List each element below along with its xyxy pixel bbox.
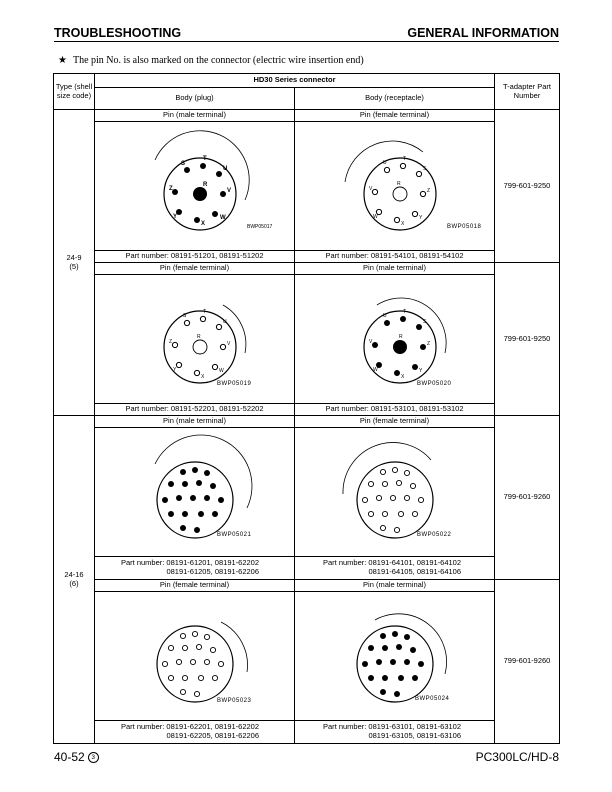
- connector-diagram: [95, 428, 295, 557]
- svg-text:BWP05021: BWP05021: [217, 532, 252, 538]
- series-header: HD30 Series connector: [95, 74, 495, 88]
- tadapter-header: T-adapter Part Number: [495, 74, 560, 110]
- svg-text:S: S: [423, 166, 427, 172]
- svg-text:U: U: [383, 160, 387, 166]
- rec-part-number: Part number: 08191-64101, 08191-64102 08191-64105, 08191-64106: [295, 557, 495, 580]
- connector-16pin-plug-male: [95, 428, 295, 556]
- plug-terminal-label: Pin (female terminal): [95, 263, 295, 275]
- svg-text:Z: Z: [427, 188, 431, 194]
- svg-text:BWP05019: BWP05019: [217, 381, 252, 387]
- rec-part-number: Part number: 08191-53101, 08191-53102: [295, 404, 495, 416]
- svg-text:V: V: [369, 339, 373, 345]
- svg-text:Y: Y: [419, 368, 423, 374]
- connector-9pin-plug-female: [95, 275, 295, 403]
- connector-diagram: [295, 122, 495, 251]
- svg-text:Z: Z: [169, 339, 173, 345]
- revision-mark: 3: [88, 752, 99, 763]
- svg-text:Z: Z: [427, 341, 431, 347]
- svg-text:T: T: [203, 156, 207, 162]
- note: [58, 55, 364, 66]
- connector-table: [53, 73, 560, 744]
- connector-16pin-receptacle-male: [295, 592, 495, 720]
- svg-text:W: W: [219, 368, 224, 374]
- svg-text:Y: Y: [173, 214, 178, 220]
- type-cell-24-9: 24-9 (5): [54, 110, 95, 416]
- svg-text:BWP05018: BWP05018: [447, 224, 482, 230]
- plug-terminal-label: Pin (male terminal): [95, 110, 295, 122]
- section-title: TROUBLESHOOTING: [54, 26, 182, 40]
- svg-text:BWP05024: BWP05024: [415, 696, 450, 702]
- connector-diagram: [295, 592, 495, 721]
- connector-16pin-receptacle-female: [295, 428, 495, 556]
- connector-diagram: [95, 592, 295, 721]
- rec-terminal-label: Pin (female terminal): [295, 110, 495, 122]
- connector-16pin-plug-female: [95, 592, 295, 720]
- connector-diagram: [295, 275, 495, 404]
- plug-part-number: Part number: 08191-52201, 08191-52202: [95, 404, 295, 416]
- svg-text:V: V: [227, 341, 231, 347]
- svg-text:V: V: [369, 186, 373, 192]
- svg-text:S: S: [181, 161, 186, 167]
- connector-diagram: [295, 428, 495, 557]
- rec-terminal-label: Pin (male terminal): [295, 263, 495, 275]
- receptacle-header: Body (receptacle): [295, 88, 495, 110]
- connector-9pin-receptacle-male: [295, 275, 495, 403]
- plug-part-number: Part number: 08191-62201, 08191-62202 08191-62205, 08191-62206: [95, 721, 295, 744]
- type-header: Type (shell size code): [54, 74, 95, 110]
- header-rule: [54, 41, 559, 42]
- svg-text:BWP05023: BWP05023: [217, 698, 252, 704]
- svg-text:U: U: [223, 166, 228, 172]
- svg-text:X: X: [201, 374, 205, 380]
- plug-header: Body (plug): [95, 88, 295, 110]
- connector-diagram: [95, 275, 295, 404]
- svg-text:V: V: [227, 188, 232, 194]
- tadapter-number: 799-601-9260: [495, 580, 560, 744]
- svg-text:S: S: [423, 319, 427, 325]
- page-number: 40-52 3: [54, 750, 99, 764]
- svg-text:R: R: [397, 181, 401, 187]
- svg-text:BWP05017: BWP05017: [247, 224, 273, 230]
- model-name: PC300LC/HD-8: [475, 750, 559, 764]
- connector-diagram: [95, 122, 295, 251]
- svg-text:U: U: [383, 313, 387, 319]
- svg-text:W: W: [220, 215, 226, 221]
- svg-text:T: T: [203, 309, 207, 315]
- svg-text:Y: Y: [173, 367, 177, 373]
- note-text: The pin No. is also marked on the connector (electric wire insertion end): [72, 55, 364, 66]
- tadapter-number: 799-601-9260: [495, 416, 560, 580]
- rec-terminal-label: Pin (female terminal): [295, 416, 495, 428]
- rec-part-number: Part number: 08191-54101, 08191-54102: [295, 251, 495, 263]
- star-icon: ★: [58, 55, 67, 66]
- svg-text:T: T: [403, 156, 407, 162]
- svg-text:R: R: [203, 182, 208, 188]
- connector-9pin-plug-male: [95, 122, 295, 250]
- plug-part-number: Part number: 08191-61201, 08191-62202 08191-61205, 08191-62206: [95, 557, 295, 580]
- svg-text:R: R: [197, 334, 201, 340]
- svg-text:W: W: [373, 214, 378, 220]
- svg-text:U: U: [223, 319, 227, 325]
- type-cell-24-16: 24-16 (6): [54, 416, 95, 744]
- svg-text:W: W: [373, 367, 378, 373]
- rec-part-number: Part number: 08191-63101, 08191-63102 08191-63105, 08191-63106: [295, 721, 495, 744]
- svg-text:X: X: [401, 374, 405, 380]
- tadapter-number: 799-601-9250: [495, 263, 560, 416]
- plug-terminal-label: Pin (male terminal): [95, 416, 295, 428]
- tadapter-number: 799-601-9250: [495, 110, 560, 263]
- plug-terminal-label: Pin (female terminal): [95, 580, 295, 592]
- svg-text:Y: Y: [419, 215, 423, 221]
- svg-text:T: T: [403, 309, 407, 315]
- chapter-title: GENERAL INFORMATION: [407, 26, 559, 40]
- svg-text:Z: Z: [169, 186, 173, 192]
- svg-text:X: X: [401, 221, 405, 227]
- svg-text:X: X: [201, 221, 206, 227]
- plug-part-number: Part number: 08191-51201, 08191-51202: [95, 251, 295, 263]
- svg-text:BWP05020: BWP05020: [417, 381, 452, 387]
- rec-terminal-label: Pin (male terminal): [295, 580, 495, 592]
- svg-text:S: S: [183, 313, 187, 319]
- svg-text:R: R: [399, 334, 403, 340]
- svg-text:BWP05022: BWP05022: [417, 532, 452, 538]
- connector-9pin-receptacle-female: [295, 122, 495, 250]
